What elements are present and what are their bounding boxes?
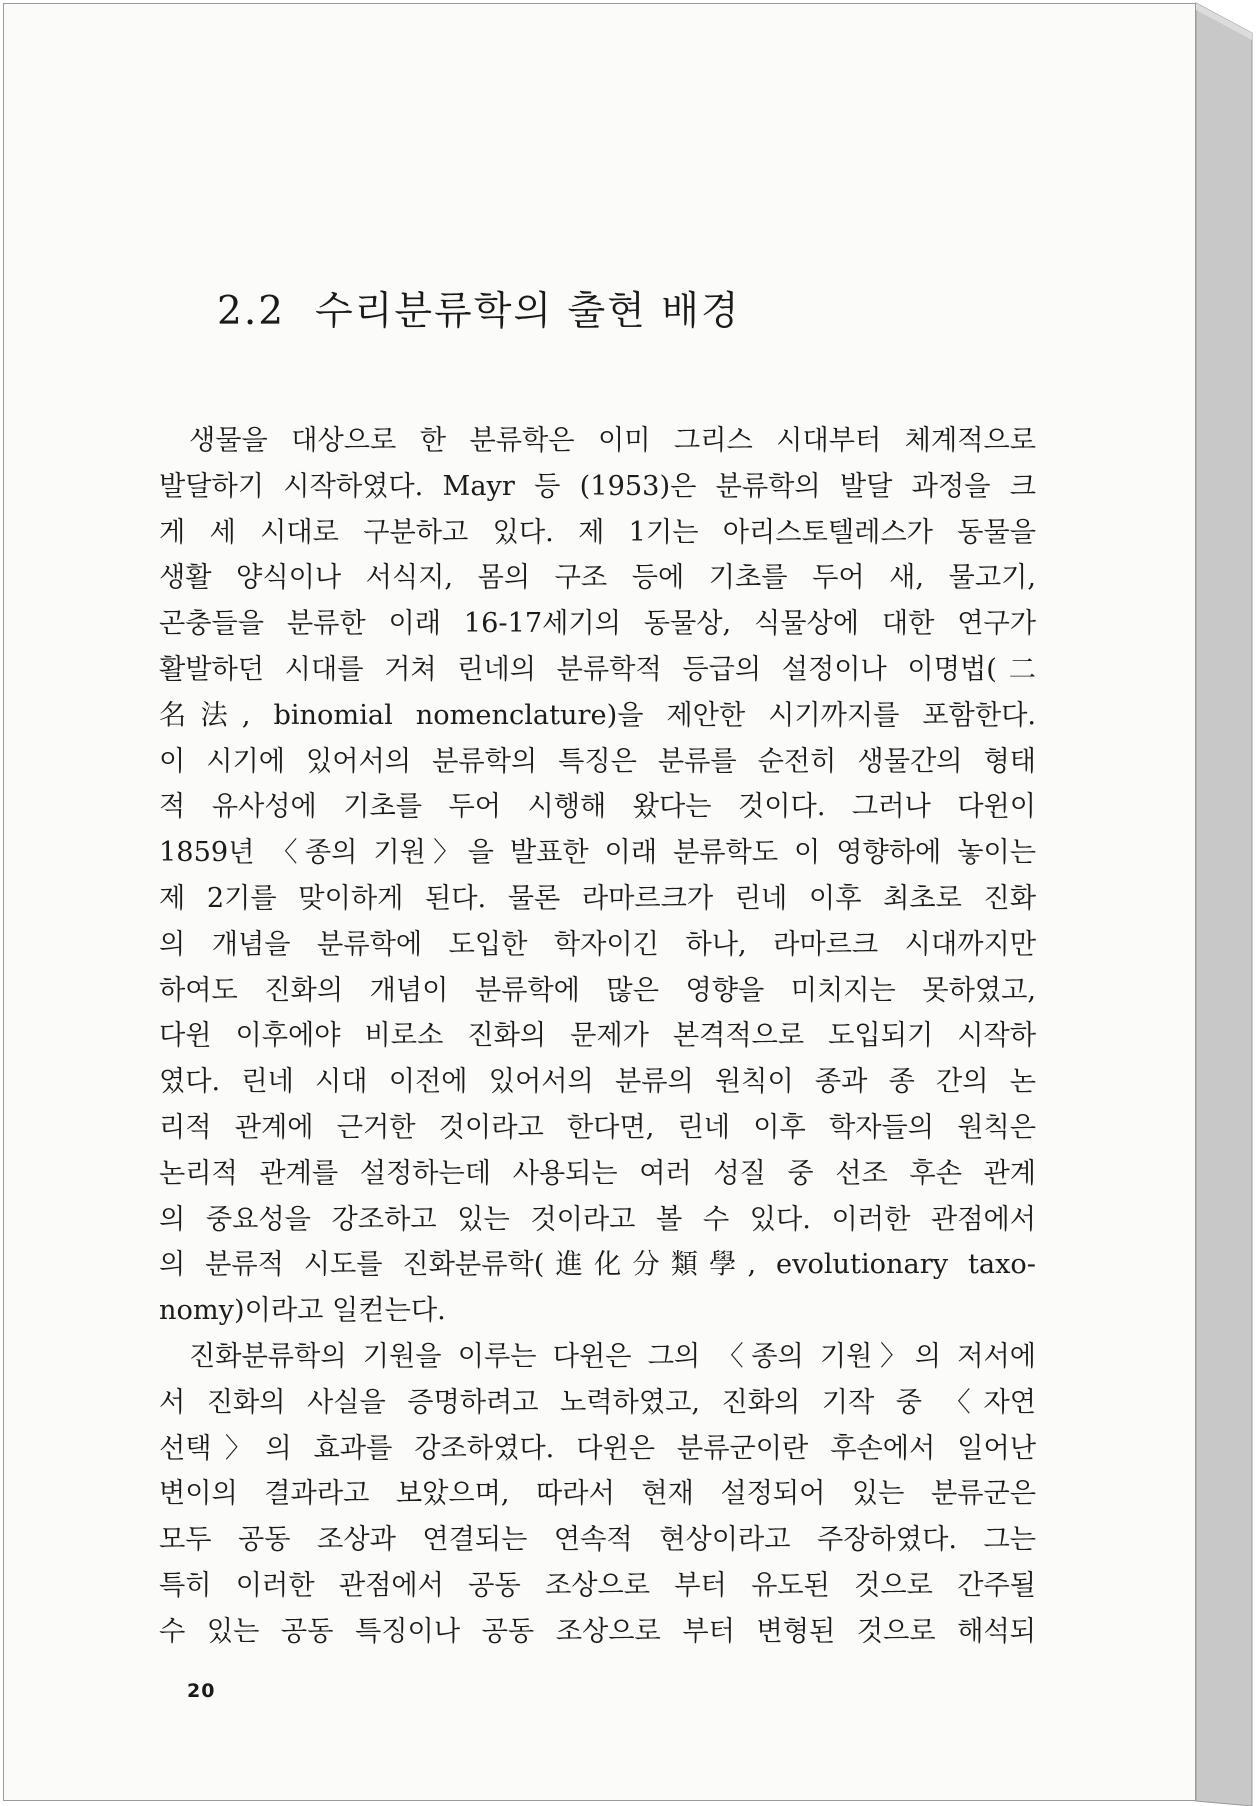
text-line: 서 진화의 사실을 증명하려고 노력하였고, 진화의 기작 중 〈자연: [159, 1386, 1036, 1418]
text-line: 리적 관계에 근거한 것이라고 한다면, 린네 이후 학자들의 원칙은: [159, 1111, 1036, 1143]
text-line: 하여도 진화의 개념이 분류학에 많은 영향을 미치지는 못하였고,: [159, 974, 1036, 1006]
text-line: 선택〉의 효과를 강조하였다. 다윈은 분류군이란 후손에서 일어난: [159, 1432, 1036, 1464]
section-title: 수리분류학의 출현 배경: [315, 289, 741, 334]
text-line: 논리적 관계를 설정하는데 사용되는 여러 성질 중 선조 후손 관계: [159, 1157, 1036, 1189]
text-line: 특히 이러한 관점에서 공동 조상으로 부터 유도된 것으로 간주될: [159, 1569, 1036, 1601]
text-line: 이 시기에 있어서의 분류학의 특징은 분류를 순전히 생물간의 형태: [159, 745, 1036, 777]
text-line: 의 중요성을 강조하고 있는 것이라고 볼 수 있다. 이러한 관점에서: [159, 1203, 1036, 1235]
text-line: 1859년 〈종의 기원〉을 발표한 이래 분류학도 이 영향하에 놓이는: [159, 837, 1036, 869]
text-line: 생활 양식이나 서식지, 몸의 구조 등에 기초를 두어 새, 물고기,: [159, 562, 1036, 594]
text-line: 다윈 이후에야 비로소 진화의 문제가 본격적으로 도입되기 시작하: [159, 1020, 1036, 1052]
text-line: 였다. 린네 시대 이전에 있어서의 분류의 원칙이 종과 종 간의 논: [159, 1066, 1036, 1098]
text-line: 게 세 시대로 구분하고 있다. 제 1기는 아리스토텔레스가 동물을: [159, 516, 1036, 548]
text-line: 名法, binomial nomenclature)을 제안한 시기까지를 포함한다.: [159, 699, 1036, 731]
text-line: 모두 공동 조상과 연결되는 연속적 현상이라고 주장하였다. 그는: [159, 1524, 1036, 1556]
text-line: 진화분류학의 기원을 이루는 다윈은 그의 〈종의 기원〉의 저서에: [189, 1340, 1036, 1372]
text-line: 곤충들을 분류한 이래 16-17세기의 동물상, 식물상에 대한 연구가: [159, 608, 1036, 640]
text-line: 활발하던 시대를 거쳐 린네의 분류학적 등급의 설정이나 이명법(二: [159, 653, 1036, 685]
section-heading: [217, 280, 741, 336]
page-number: 20: [187, 1680, 216, 1702]
document-page: [3, 3, 1196, 1801]
paragraph-2: [159, 1334, 1036, 1655]
text-line: 생물을 대상으로 한 분류학은 이미 그리스 시대부터 체계적으로: [189, 425, 1036, 456]
text-line: 적 유사성에 기초를 두어 시행해 왔다는 것이다. 그러나 다윈이: [159, 791, 1036, 823]
text-line: 의 분류적 시도를 진화분류학(進化分類學, evolutionary taxo-: [159, 1249, 1036, 1281]
text-line: 수 있는 공동 특징이나 공동 조상으로 부터 변형된 것으로 해석되: [159, 1615, 1036, 1647]
text-line: 발달하기 시작하였다. Mayr 등 (1953)은 분류학의 발달 과정을 크: [159, 470, 1036, 502]
body-text: [159, 418, 1036, 1655]
text-line: 변이의 결과라고 보았으며, 따라서 현재 설정되어 있는 분류군은: [159, 1478, 1036, 1510]
text-line: 의 개념을 분류학에 도입한 학자이긴 하나, 라마르크 시대까지만: [159, 928, 1036, 960]
text-line: nomy)이라고 일컫는다.: [159, 1295, 446, 1327]
text-line: 제 2기를 맞이하게 된다. 물론 라마르크가 린네 이후 최초로 진화: [159, 882, 1036, 914]
section-number: 2.2: [217, 289, 286, 334]
paragraph-1: [159, 418, 1036, 1334]
